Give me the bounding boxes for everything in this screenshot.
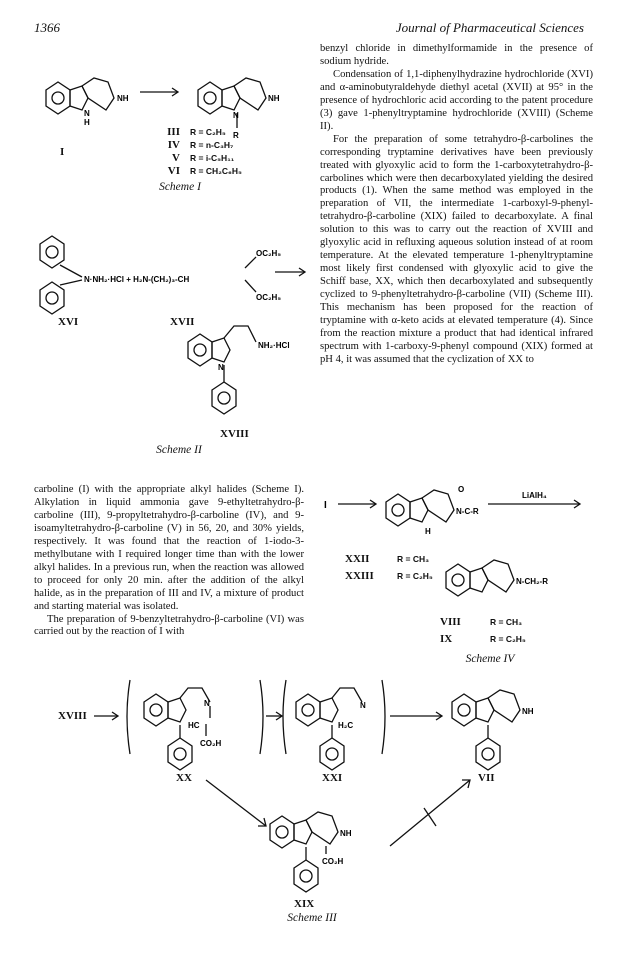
label-xvii: XVII [170,316,195,328]
scheme-1-start-label: I [60,146,65,158]
acyl-group: N-C-R [456,507,479,516]
r-def: R = CH₃ [397,554,430,564]
r-num: VIII [440,616,461,628]
paragraph: For the preparation of some tetrahydro-β-carbolines the corresponding tryptamine derivatives have been previously treated with glyoxylic acid to form the 1-carboxytetrahydro-β-carbolines which were then decarboxylated yielding the desired products (1). When the same method was employed in the preparation of VII, the intermediate 1-carboxyl-9-phenyl-tetrahydro-β-carboline (XIX) failed to decarboxylate. A final solution to this was to carry out the reaction of XVIII and glyoxylic acid in refluxing aqueous solution instead of at room temperature. At the elevated temperature 1-phenyltryptamine most likely first condensed with glyoxylic acid to give the Schiff base, XX, which then decarboxylated and subsequently cyclized to 9-phenyltetrahydro-β-carboline (VII) (Scheme III). This mechanism has been proposed for the reaction of tryptamine with α-keto acids at elevated temperature (4). Since from the reaction mixture a product that had identical infrared spectrum with 1-carboxy-9-phenyl compound (XIX) formed at pH 4, it was assumed that the cyclization of XX to [320,133,593,365]
r-num: IX [440,633,453,645]
start-nh: NH [117,94,129,103]
page-number: 1366 [34,20,60,35]
scheme-4-r-table-top [345,553,433,587]
xx-n: N [204,699,210,708]
label-xviii: XVIII [220,428,249,440]
reagent-line: N·NH₂·HCl + H₂N-(CH₂)₃-CH [84,275,190,284]
r-def: R = C₂H₅ [397,571,433,581]
scheme-4-start: I [324,500,327,511]
xxi-h2c: H₂C [338,721,354,730]
label-xix: XIX [294,898,315,910]
product-n: N [233,111,239,120]
r-num: III [167,126,180,138]
scheme-4-caption: Scheme IV [465,653,515,665]
scheme-3-caption: Scheme III [287,912,337,924]
r-def: R = n-C₃H₇ [190,140,234,150]
lialh4: LiAlH₄ [522,491,547,500]
xxi-n: N [360,701,366,710]
xviii-amine: NH₂·HCl [258,341,290,350]
xix-nh: NH [340,829,352,838]
right-column-text [320,43,593,367]
product-r: R [233,131,239,140]
r-def: R = C₂H₅ [490,634,526,644]
paragraph: benzyl chloride in dimethylformamide in the presence of sodium hydride. [320,43,593,67]
scheme-3-start: XVIII [58,710,87,722]
journal-title: Journal of Pharmaceutical Sciences [395,20,584,35]
r-num: XXIII [345,570,374,582]
r-num: XXII [345,553,370,565]
vii-nh: NH [522,707,534,716]
xx-hc: HC [188,721,200,730]
r-def: R = CH₃ [490,617,523,627]
r-num: IV [167,139,180,151]
scheme-1-caption: Scheme I [159,181,201,193]
r-num: V [172,152,180,164]
r-def: R = CH₂C₆H₅ [190,166,242,176]
nh-h: H [425,527,431,536]
carbonyl-o: O [458,485,465,494]
oet-top: OC₂H₅ [256,249,281,258]
start-h: H [84,118,90,127]
scheme-4-r-table-bottom [440,616,526,650]
scheme-3-structures [60,676,560,926]
label-xxi: XXI [322,772,343,784]
paragraph: carboline (I) with the appropriate alkyl halides (Scheme I). Alkylation in liquid ammonia gave 9-ethyltetrahydro-β-carboline (III), 9-propyltetrahydro-β-carboline (IV), and 9-isoamyltetrahydro-β-carboline (V) in 56, 20, and 30% yields, respectively. It was found that the reaction of 1-iodo-3-methylbutane with I required longer time than with the lower alkyl halides. In a previous run, when the reaction was allowed to proceed for only 20 min. after the addition of the alkyl halide, as in the preparation of III and IV, a mixture of product and starting material was isolated. [34,484,304,612]
ethylamine-chain: N-CH₂-R [516,577,548,586]
paragraph: Condensation of 1,1-diphenylhydrazine hydrochloride (XVI) and α-aminobutyraldehyde diethyl acetal (XVII) at 95° in the presence of hydrochloric acid according to the patent procedure (3) gave 1-phenyltryptamine hydrochloride (XVIII) (Scheme II). [320,68,593,132]
xx-co2h: CO₂H [200,739,222,748]
r-def: R = C₂H₅ [190,127,226,137]
scheme-2-caption: Scheme II [156,444,202,456]
left-column-text [34,484,304,639]
label-xx: XX [176,772,192,784]
scheme-2-structures [30,222,320,442]
scheme-1-r-table [150,126,242,178]
label-vii: VII [478,772,495,784]
xviii-n: N [218,363,224,372]
oet-bot: OC₂H₅ [256,293,281,302]
paragraph: The preparation of 9-benzyltetrahydro-β-carboline (VI) was carried out by the reaction of I with [34,613,304,638]
xix-co2h: CO₂H [322,857,344,866]
label-xvi: XVI [58,316,79,328]
r-num: VI [167,165,180,177]
start-n: N [84,109,90,118]
r-def: R = i-C₅H₁₁ [190,153,235,163]
product-nh: NH [268,94,280,103]
